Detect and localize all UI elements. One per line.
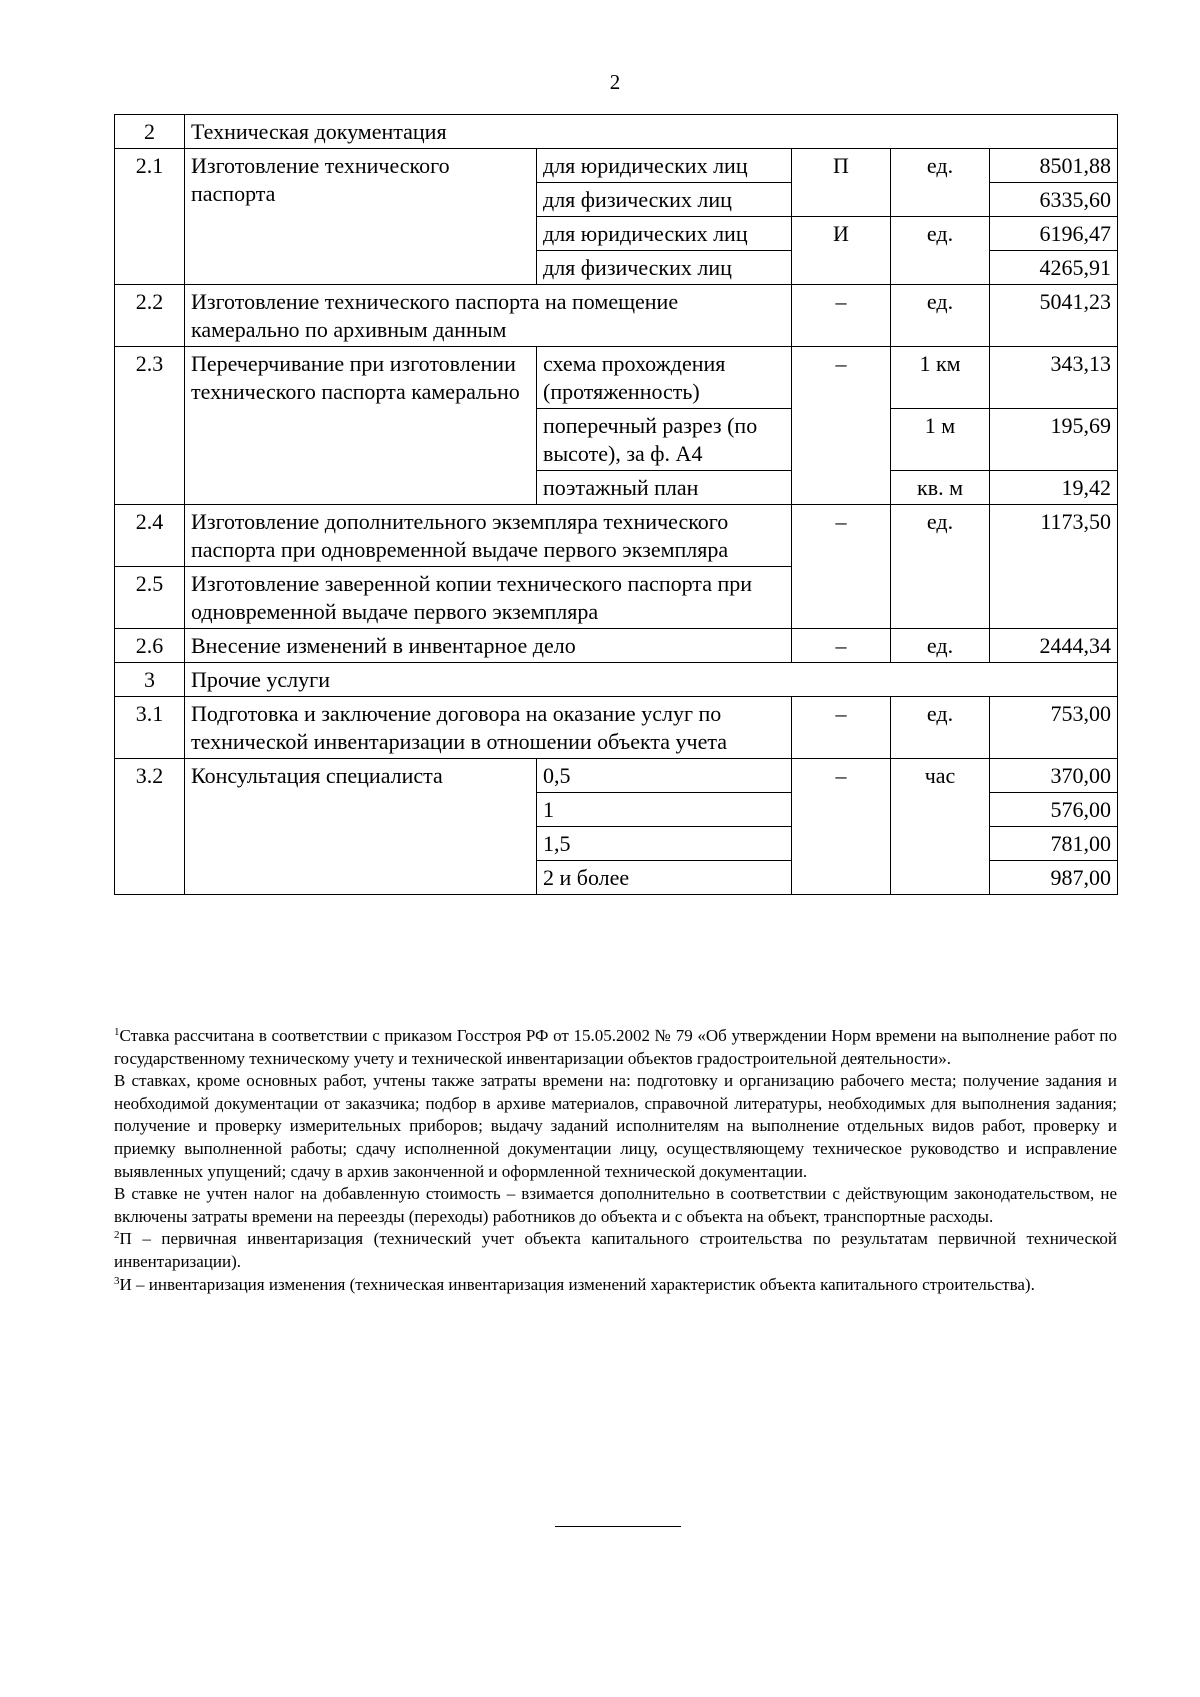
service-name: Подготовка и заключение договора на оказание услуг по технической инвентаризации в отношении объекта учета bbox=[185, 697, 792, 759]
row-number: 2.1 bbox=[115, 149, 185, 285]
sub-label: поэтажный план bbox=[537, 471, 792, 505]
footnote-text: П – первичная инвентаризация (технический учет объекта капитального строительства по результатам первичной технической инвентаризации). bbox=[114, 1229, 1117, 1271]
unit: ед. bbox=[891, 285, 990, 347]
price: 987,00 bbox=[990, 861, 1118, 895]
sub-label: 1 bbox=[537, 793, 792, 827]
service-name: Изготовление дополнительного экземпляра технического паспорта при одновременной выдаче первого экземпляра bbox=[185, 505, 792, 567]
price: 4265,91 bbox=[990, 251, 1118, 285]
price: 6335,60 bbox=[990, 183, 1118, 217]
row-number: 3 bbox=[115, 663, 185, 697]
row-number: 3.1 bbox=[115, 697, 185, 759]
section-title: Прочие услуги bbox=[185, 663, 1118, 697]
footnote-mark: 1 bbox=[114, 1026, 120, 1038]
sub-label: 1,5 bbox=[537, 827, 792, 861]
table-row bbox=[115, 697, 1118, 759]
footnote-1 bbox=[114, 1025, 1117, 1070]
footnote-mark: 3 bbox=[114, 1274, 120, 1287]
inventory-code: – bbox=[792, 285, 891, 347]
inventory-code: – bbox=[792, 629, 891, 663]
unit: 1 км bbox=[891, 347, 990, 409]
row-number: 2.2 bbox=[115, 285, 185, 347]
inventory-code: – bbox=[792, 697, 891, 759]
inventory-code: И bbox=[792, 217, 891, 285]
row-number: 2.5 bbox=[115, 567, 185, 629]
section-row bbox=[115, 663, 1118, 697]
table-row bbox=[115, 149, 1118, 183]
unit: ед. bbox=[891, 217, 990, 285]
inventory-code: – bbox=[792, 505, 891, 629]
row-number: 2.3 bbox=[115, 347, 185, 505]
service-name: Изготовление технического паспорта bbox=[185, 149, 537, 285]
table-row bbox=[115, 347, 1118, 409]
sub-label: для физических лиц bbox=[537, 251, 792, 285]
inventory-code: – bbox=[792, 347, 891, 505]
price: 753,00 bbox=[990, 697, 1118, 759]
table-row bbox=[115, 505, 1118, 567]
inventory-code: П bbox=[792, 149, 891, 217]
sub-label: для юридических лиц bbox=[537, 217, 792, 251]
unit: ед. bbox=[891, 505, 990, 629]
service-name: Перечерчивание при изготовлении технического паспорта камерально bbox=[185, 347, 537, 505]
unit: час bbox=[891, 759, 990, 895]
inventory-code: – bbox=[792, 759, 891, 895]
price: 1173,50 bbox=[990, 505, 1118, 629]
price: 6196,47 bbox=[990, 217, 1118, 251]
sub-label: для юридических лиц bbox=[537, 149, 792, 183]
section-row bbox=[115, 115, 1118, 149]
end-of-document-rule bbox=[555, 1526, 681, 1527]
sub-label: поперечный разрез (по высоте), за ф. А4 bbox=[537, 409, 792, 471]
row-number: 2 bbox=[115, 115, 185, 149]
footnote-paragraph: В ставках, кроме основных работ, учтены также затраты времени на: подготовку и организацию рабочего места; получение задания и необходимой документации от заказчика; подбор в архиве материалов, справочной литературы, необходимых для выполнения задания; получение и проверку измерительных приборов; выдачу заданий исполнителям на выполнение отдельных видов работ, проверку и приемку выполненной работы; сдачу исполненной документации лицу, осуществляющему техническое руководство и исправление выявленных упущений; сдачу в архив законченной и оформленной технической документации. bbox=[114, 1071, 1117, 1181]
footnote-mark: 2 bbox=[114, 1229, 120, 1242]
footnote-3 bbox=[114, 1274, 1117, 1297]
page-number: 2 bbox=[609, 70, 621, 94]
section-title: Техническая документация bbox=[185, 115, 1118, 149]
footnote-text: И – инвентаризация изменения (техническая инвентаризация изменений характеристик объекта капитального строительства). bbox=[119, 1274, 1035, 1294]
service-name: Внесение изменений в инвентарное дело bbox=[185, 629, 792, 663]
price: 2444,34 bbox=[990, 629, 1118, 663]
row-number: 2.4 bbox=[115, 505, 185, 567]
unit: ед. bbox=[891, 629, 990, 663]
price: 195,69 bbox=[990, 409, 1118, 471]
price: 343,13 bbox=[990, 347, 1118, 409]
service-name: Изготовление технического паспорта на помещение камерально по архивным данным bbox=[185, 285, 792, 347]
row-number: 2.6 bbox=[115, 629, 185, 663]
sub-label: схема прохождения (протяженность) bbox=[537, 347, 792, 409]
footnote-paragraph: В ставке не учтен налог на добавленную стоимость – взимается дополнительно в соответствии с действующим законодательством, не включены затраты времени на переезды (переходы) работников до объекта и с объекта на объект, транспортные расходы. bbox=[114, 1184, 1117, 1226]
unit: ед. bbox=[891, 149, 990, 217]
unit: кв. м bbox=[891, 471, 990, 505]
table-row bbox=[115, 285, 1118, 347]
table-row bbox=[115, 629, 1118, 663]
service-name: Консультация специалиста bbox=[185, 759, 537, 895]
sub-label: 2 и более bbox=[537, 861, 792, 895]
price: 781,00 bbox=[990, 827, 1118, 861]
footnote-text: Ставка рассчитана в соответствии с приказом Госстроя РФ от 15.05.2002 № 79 «Об утверждении Норм времени на выполнение работ по государственному техническому учету и технической инвентаризации объектов градостроительной деятельности». bbox=[114, 1026, 1117, 1068]
price: 8501,88 bbox=[990, 149, 1118, 183]
price: 370,00 bbox=[990, 759, 1118, 793]
table-row bbox=[115, 759, 1118, 793]
unit: 1 м bbox=[891, 409, 990, 471]
sub-label: 0,5 bbox=[537, 759, 792, 793]
footnote-2 bbox=[114, 1228, 1117, 1273]
service-name: Изготовление заверенной копии технического паспорта при одновременной выдаче первого экземпляра bbox=[185, 567, 792, 629]
row-number: 3.2 bbox=[115, 759, 185, 895]
tariff-table bbox=[114, 114, 1118, 895]
price: 5041,23 bbox=[990, 285, 1118, 347]
sub-label: для физических лиц bbox=[537, 183, 792, 217]
footnotes bbox=[114, 1025, 1117, 1296]
unit: ед. bbox=[891, 697, 990, 759]
price: 576,00 bbox=[990, 793, 1118, 827]
price: 19,42 bbox=[990, 471, 1118, 505]
